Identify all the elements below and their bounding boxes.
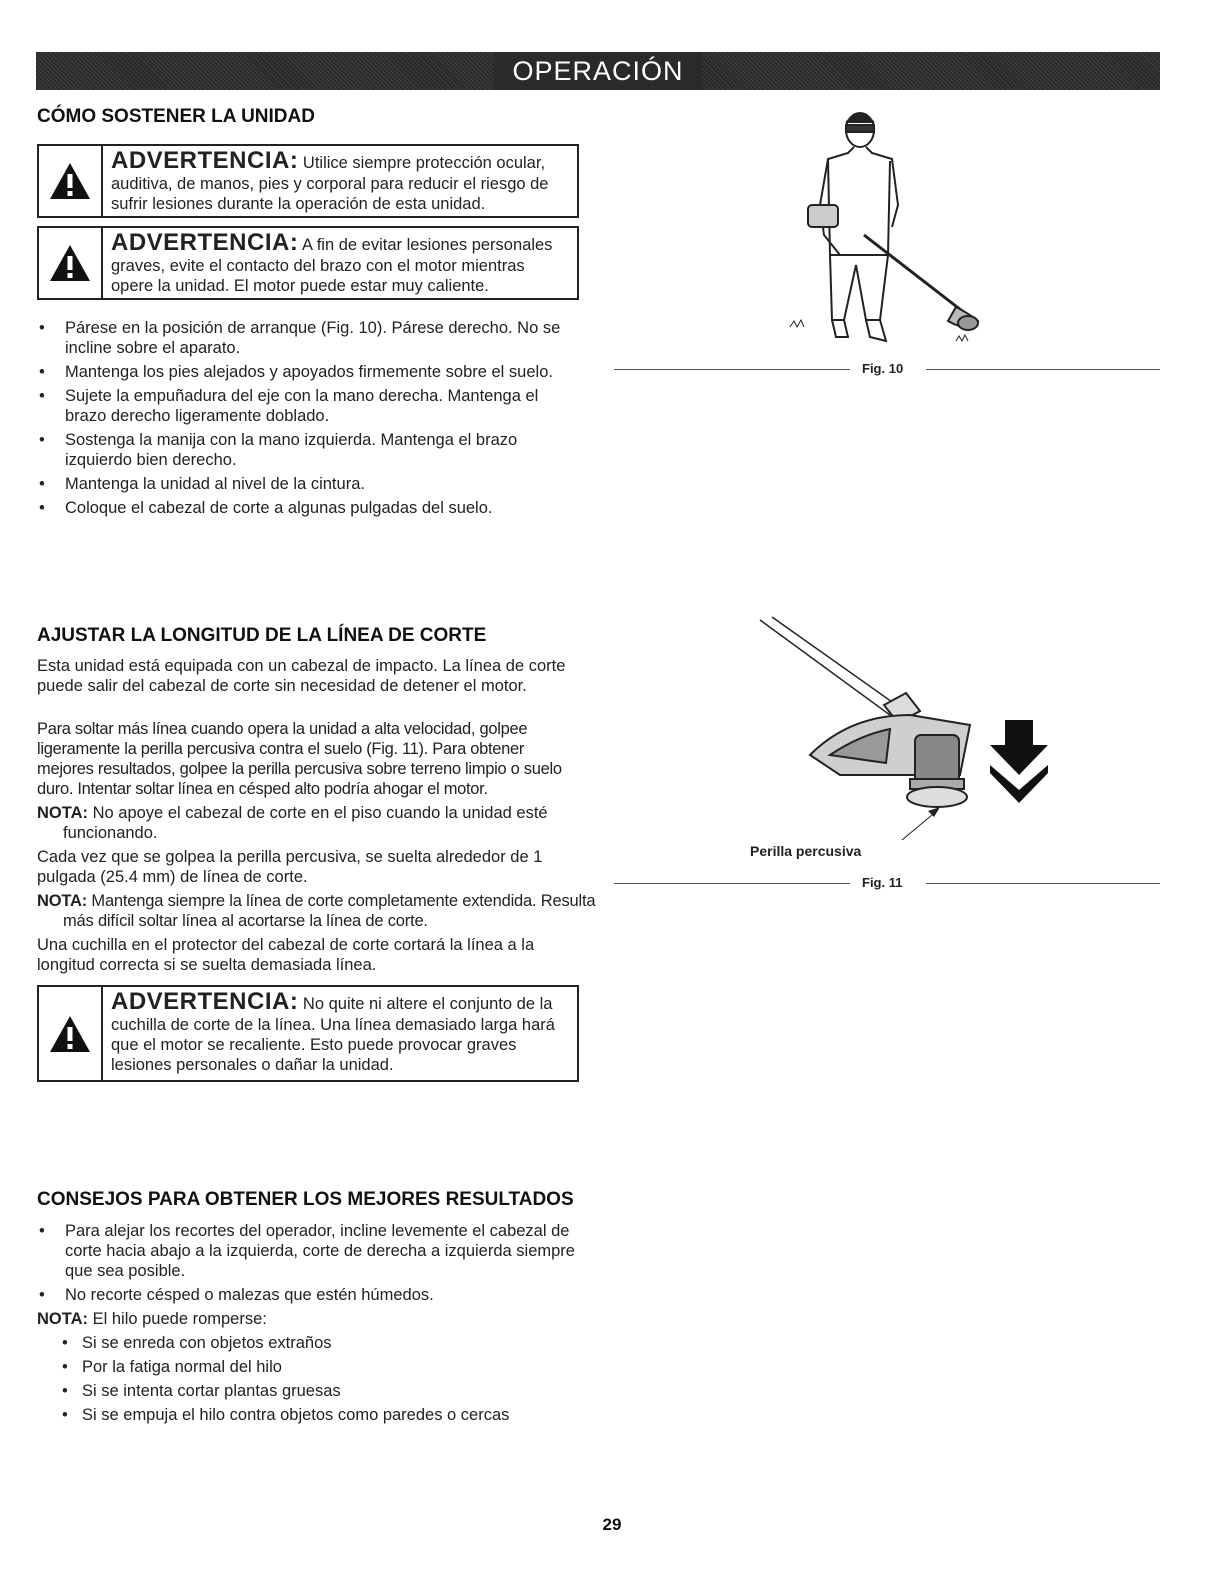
section-title-tips: CONSEJOS PARA OBTENER LOS MEJORES RESULTADOS [37,1189,574,1210]
list-item: • Sostenga la manija con la mano izquierda. Mantenga el brazo izquierdo bien derecho. [37,430,582,470]
warning-box-blade [37,985,579,1082]
warning-text [103,146,577,216]
section-banner [36,52,1160,90]
list-item: • Para alejar los recortes del operador, incline levemente el cabezal de corte hacia abajo a la izquierda, corte de derecha a izquierda siempre que sea posible. [37,1221,582,1281]
operator-holding-trimmer-illustration [780,105,1000,355]
figure-rule [926,883,1160,884]
banner-title: OPERACIÓN [494,52,701,90]
warning-label: ADVERTENCIA: [111,988,299,1015]
section-title-holding: CÓMO SOSTENER LA UNIDAD [37,106,315,127]
figure-rule [614,883,850,884]
note [37,1309,582,1329]
warning-label: ADVERTENCIA: [111,229,299,256]
warning-box-protection [37,144,579,218]
warning-text [103,987,577,1080]
warning-body: A fin de evitar lesiones personales graves, evite el contacto del brazo con el motor mientras opere la unidad. El motor puede estar muy caliente. [111,236,553,295]
note-label: NOTA: [37,1310,89,1328]
list-item: • Si se intenta cortar plantas gruesas [60,1381,580,1401]
note-label: NOTA: [37,892,88,910]
list-item: • Si se enreda con objetos extraños [60,1333,580,1353]
note-body: Mantenga siempre la línea de corte completamente extendida. Resulta más difícil soltar línea al acortarse la línea de corte. [63,892,596,930]
figure-caption-11: Fig. 11 [862,875,903,890]
page-number: 29 [602,1515,622,1534]
trimmer-head-bump-illustration [750,615,1070,840]
list-item: • Mantenga la unidad al nivel de la cintura. [37,474,582,494]
list-item: • Sujete la empuñadura del eje con la mano derecha. Mantenga el brazo derecho ligeramente doblado. [37,386,582,426]
paragraph: Cada vez que se golpea la perilla percusiva, se suelta alrededor de 1 pulgada (25.4 mm) de línea de corte. [37,848,543,886]
warning-text [103,228,577,298]
figure-caption-10: Fig. 10 [862,361,904,376]
warning-label: ADVERTENCIA: [111,147,299,174]
warning-box-engine-heat [37,226,579,300]
figure-rule [614,369,850,370]
note-body: No apoye el cabezal de corte en el piso cuando la unidad esté funcionando. [63,804,548,842]
warning-body: Utilice siempre protección ocular, auditiva, de manos, pies y corporal para reducir el riesgo de sufrir lesiones durante la operación de esta unidad. [111,154,549,213]
warning-triangle-icon [39,228,103,298]
list-item: • Párese en la posición de arranque (Fig. 10). Párese derecho. No se incline sobre el aparato. [37,318,582,358]
tips-list [37,1221,582,1309]
list-item: • Coloque el cabezal de corte a algunas pulgadas del suelo. [37,498,582,518]
note-label: NOTA: [37,804,89,822]
paragraph: Una cuchilla en el protector del cabezal de corte cortará la línea a la longitud correcta si se suelta demasiada línea. [37,936,535,974]
line-break-causes-list [60,1333,580,1429]
callout-bump-knob: Perilla percusiva [750,843,862,859]
note [37,803,582,843]
list-item: • Si se empuja el hilo contra objetos como paredes o cercas [60,1405,580,1425]
holding-instructions-list [37,318,582,522]
section-title-line-length: AJUSTAR LA LONGITUD DE LA LÍNEA DE CORTE [37,625,487,646]
note-body: El hilo puede romperse: [88,1310,267,1328]
paragraph: Esta unidad está equipada con un cabezal de impacto. La línea de corte puede salir del cabezal de corte sin necesidad de detener el motor. [37,657,566,695]
figure-rule [926,369,1160,370]
list-item: • Por la fatiga normal del hilo [60,1357,580,1377]
warning-body: No quite ni altere el conjunto de la cuchilla de corte de la línea. Una línea demasiado larga hará que el motor se recaliente. Esto puede provocar graves lesiones personales o dañar la unidad. [111,995,555,1074]
note [37,891,608,931]
warning-triangle-icon [39,987,103,1080]
list-item: • No recorte césped o malezas que estén húmedos. [37,1285,582,1305]
paragraph: Para soltar más línea cuando opera la unidad a alta velocidad, golpee ligeramente la perilla percusiva contra el suelo (Fig. 11). Para obtener mejores resultados, golpee la perilla percusiva sobre terreno limpio o suelo duro. Intentar soltar línea en césped alto podría ahogar el motor. [37,720,562,798]
downward-arrows-icon [990,720,1048,803]
list-item: • Mantenga los pies alejados y apoyados firmemente sobre el suelo. [37,362,582,382]
warning-triangle-icon [39,146,103,216]
